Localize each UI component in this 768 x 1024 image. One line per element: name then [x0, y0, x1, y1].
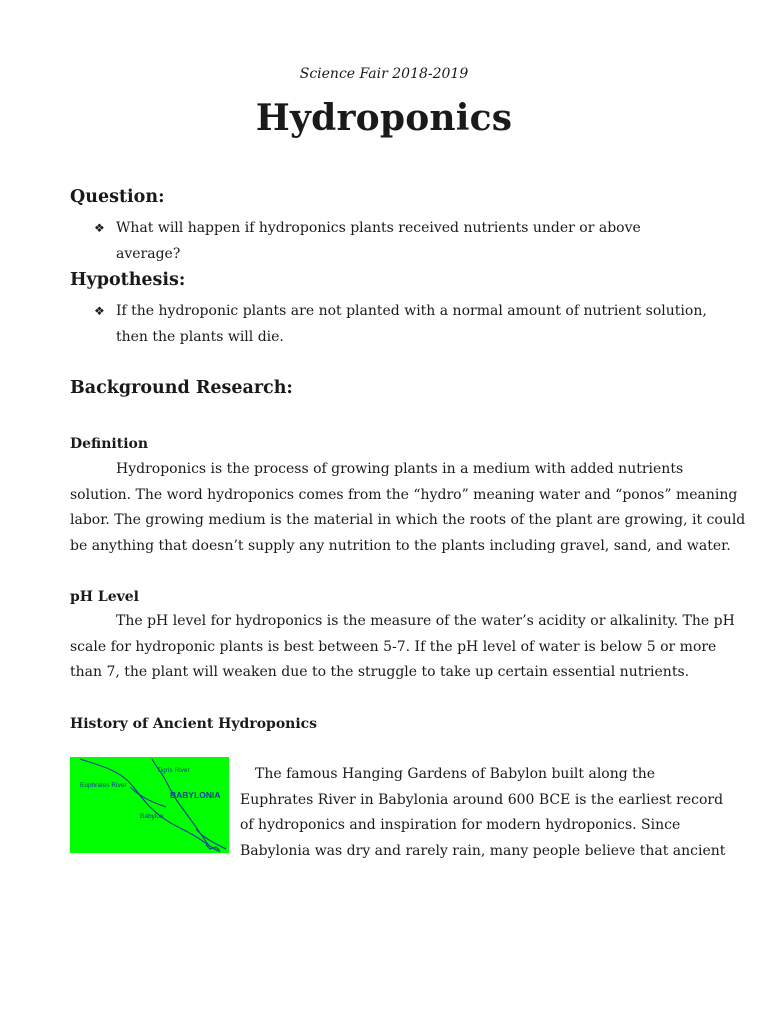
definition-line: Hydroponics is the process of growing plants in a medium with added nutrients [116, 461, 684, 477]
definition-line: be anything that doesn’t supply any nutrition to the plants including gravel, sand, and water. [70, 537, 731, 554]
hypothesis-bullet [94, 299, 707, 350]
ph-level-line: scale for hydroponic plants is best between 5-7. If the pH level of water is below 5 or more [70, 638, 717, 655]
history-line: of hydroponics and inspiration for modern hydroponics. Since [240, 817, 681, 834]
diamond-bullet-icon: ❖ [94, 304, 105, 318]
question-heading: Question: [70, 187, 165, 207]
euphrates-label: Euphrates River [80, 782, 127, 789]
babylonia-map-image [70, 757, 229, 853]
history-line: Euphrates River in Babylonia around 600 BCE is the earliest record [240, 791, 724, 808]
ph-level-paragraph [70, 609, 735, 686]
hypothesis-line: If the hydroponic plants are not planted with a normal amount of nutrient solution, [116, 303, 707, 319]
babylonia-label: BABYLONIA [170, 790, 221, 800]
question-bullet [94, 216, 684, 267]
hypothesis-text [116, 299, 707, 350]
history-line: The famous Hanging Gardens of Babylon built along the [255, 766, 656, 782]
euphrates-river-path [80, 759, 220, 852]
history-paragraph [240, 762, 726, 864]
history-heading: History of Ancient Hydroponics [70, 716, 318, 732]
ph-level-heading: pH Level [70, 589, 140, 605]
ph-level-line: The pH level for hydroponics is the measure of the water’s acidity or alkalinity. The pH [116, 613, 735, 629]
babylonia-map-svg [70, 757, 229, 853]
background-research-heading: Background Research: [70, 378, 293, 398]
coast-path [206, 845, 220, 851]
definition-line: labor. The growing medium is the material in which the roots of the plant are growing, it could [70, 512, 746, 529]
diamond-bullet-icon: ❖ [94, 221, 105, 235]
tigris-label: Tigris River [157, 767, 190, 774]
rivers [80, 759, 226, 852]
hypothesis-line: then the plants will die. [116, 328, 284, 345]
history-line: Babylonia was dry and rarely rain, many people believe that ancient [240, 842, 726, 859]
hypothesis-heading: Hypothesis: [70, 270, 186, 290]
definition-heading: Definition [70, 436, 149, 452]
question-text: What will happen if hydroponics plants received nutrients under or above average? [116, 220, 641, 262]
ph-level-line: than 7, the plant will weaken due to the struggle to take up certain essential nutrients. [70, 664, 690, 681]
document-subtitle: Science Fair 2018-2019 [299, 66, 469, 82]
document-title: Hydroponics [255, 97, 513, 139]
definition-paragraph [70, 457, 746, 559]
babylon-label: Babylon [140, 813, 164, 820]
definition-line: solution. The word hydroponics comes from the “hydro” meaning water and “ponos” meaning [70, 486, 738, 503]
